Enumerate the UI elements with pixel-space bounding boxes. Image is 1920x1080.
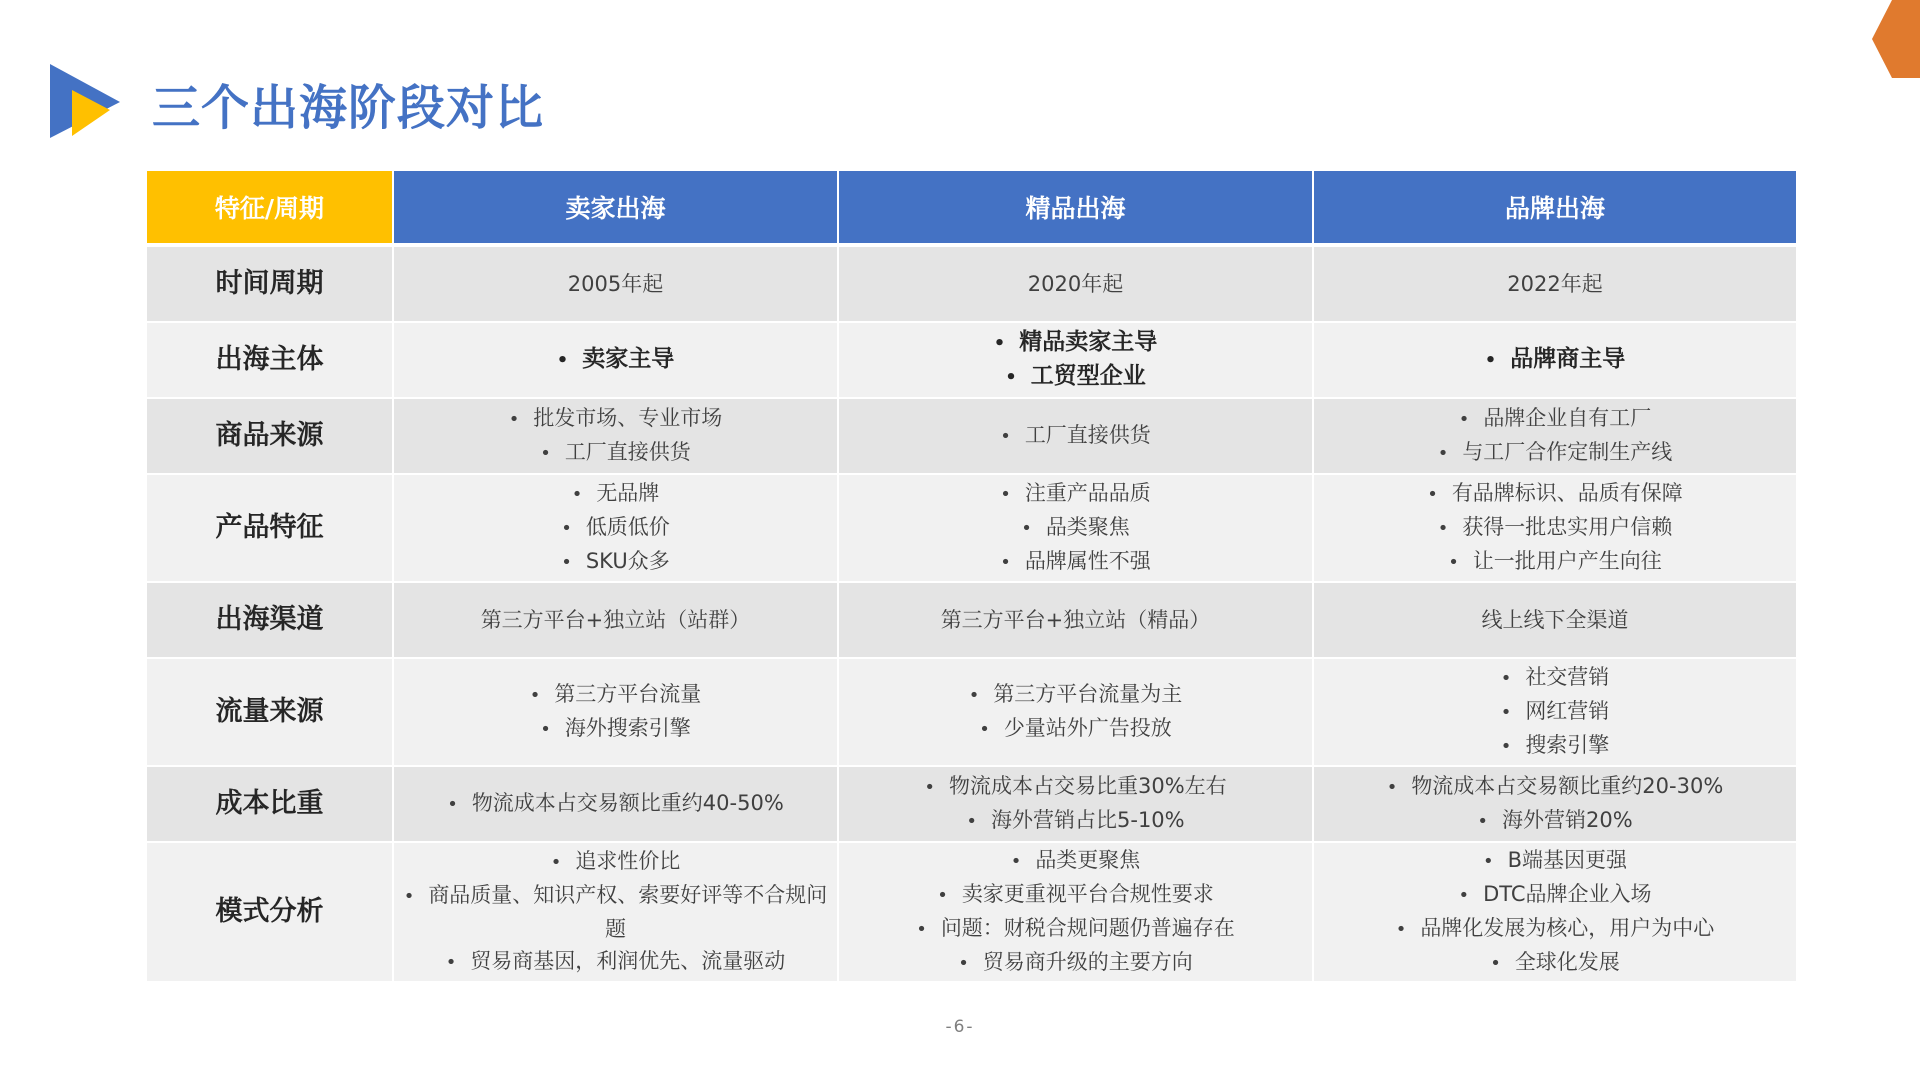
bullet-item: • 卖家更重视平台合规性要求 (937, 882, 1214, 906)
play-logo-icon (50, 60, 124, 142)
bullet-item: • 社交营销 (1500, 665, 1610, 689)
bullet-item: • 批发市场、专业市场 (508, 406, 723, 430)
row-label: 出海渠道 (147, 583, 394, 659)
row-label: 模式分析 (147, 843, 394, 983)
table-row (147, 843, 1796, 983)
table-cell (839, 399, 1314, 475)
table-row (147, 475, 1796, 583)
corner-hexagon-decoration (1872, 0, 1920, 78)
bullet-item: • 获得一批忠实用户信赖 (1437, 515, 1673, 539)
table-cell (839, 767, 1314, 843)
table-row (147, 323, 1796, 399)
bullet-item: • 工厂直接供货 (540, 440, 691, 464)
table-cell (1314, 399, 1796, 475)
table-row (147, 247, 1796, 323)
page-number: -6- (945, 1017, 975, 1037)
table-cell (394, 843, 839, 983)
table-row (147, 583, 1796, 659)
table-cell (839, 659, 1314, 767)
bullet-item: • 工厂直接供货 (1000, 423, 1151, 447)
bullet-item: • 有品牌标识、品质有保障 (1427, 481, 1683, 505)
bullet-item: • 贸易商升级的主要方向 (958, 950, 1193, 974)
row-label: 出海主体 (147, 323, 394, 399)
bullet-item: • DTC品牌企业入场 (1458, 882, 1652, 906)
table-cell (839, 843, 1314, 983)
table-cell (1314, 323, 1796, 399)
bullet-item: • 与工厂合作定制生产线 (1437, 440, 1673, 464)
table-cell: 第三方平台+独立站（站群） (394, 583, 839, 659)
bullet-item: • B端基因更强 (1482, 848, 1628, 872)
table-cell (394, 767, 839, 843)
bullet-item: • 海外营销占比5-10% (966, 808, 1185, 832)
bullet-item: • 第三方平台流量为主 (968, 682, 1183, 706)
bullet-item: • 品牌属性不强 (1000, 549, 1151, 573)
bullet-item: • 网红营销 (1500, 699, 1610, 723)
row-label: 流量来源 (147, 659, 394, 767)
bullet-item: • 物流成本占交易比重30%左右 (924, 774, 1227, 798)
bullet-item: • 品牌商主导 (1484, 346, 1626, 372)
table-cell (1314, 843, 1796, 983)
bullet-item: • 全球化发展 (1490, 950, 1620, 974)
header-feature: 特征/周期 (147, 171, 394, 247)
page-title: 三个出海阶段对比 (152, 80, 545, 136)
table-cell (394, 475, 839, 583)
table-cell (394, 399, 839, 475)
comparison-table (147, 171, 1796, 983)
table-cell (1314, 767, 1796, 843)
table-cell (1314, 659, 1796, 767)
table-cell (839, 475, 1314, 583)
bullet-item: • 卖家主导 (556, 346, 675, 372)
bullet-item: • 品类聚焦 (1021, 515, 1130, 539)
table-cell (1314, 475, 1796, 583)
bullet-item: • 物流成本占交易额比重约20-30% (1386, 774, 1724, 798)
table-row (147, 767, 1796, 843)
bullet-item: • 海外搜索引擎 (540, 716, 691, 740)
header-brand: 品牌出海 (1314, 171, 1796, 247)
table-cell (394, 659, 839, 767)
bullet-item: • 物流成本占交易额比重约40-50% (447, 791, 784, 815)
row-label: 产品特征 (147, 475, 394, 583)
bullet-item: • 品牌化发展为核心，用户为中心 (1395, 916, 1715, 940)
row-label: 时间周期 (147, 247, 394, 323)
table-cell (839, 323, 1314, 399)
bullet-item: • 搜索引擎 (1500, 733, 1610, 757)
bullet-item: • 让一批用户产生向往 (1448, 549, 1662, 573)
bullet-item: • 少量站外广告投放 (979, 716, 1172, 740)
table-row (147, 399, 1796, 475)
bullet-item: • 商品质量、知识产权、索要好评等不合规问题 (403, 883, 828, 941)
bullet-item: • 问题：财税合规问题仍普遍存在 (916, 916, 1235, 940)
bullet-item: • 品类更聚焦 (1010, 848, 1141, 872)
row-label: 商品来源 (147, 399, 394, 475)
bullet-item: • 追求性价比 (550, 849, 681, 873)
table-cell: 线上线下全渠道 (1314, 583, 1796, 659)
bullet-item: • SKU众多 (561, 549, 670, 573)
table-row (147, 659, 1796, 767)
bullet-item: • 贸易商基因，利润优先、流量驱动 (445, 949, 786, 973)
row-label: 成本比重 (147, 767, 394, 843)
table-cell: 2020年起 (839, 247, 1314, 323)
header-boutique: 精品出海 (839, 171, 1314, 247)
bullet-item: • 精品卖家主导 (993, 329, 1158, 355)
bullet-item: • 品牌企业自有工厂 (1458, 406, 1652, 430)
bullet-item: • 工贸型企业 (1005, 363, 1146, 389)
bullet-item: • 第三方平台流量 (529, 682, 702, 706)
table-cell: 2022年起 (1314, 247, 1796, 323)
header-seller: 卖家出海 (394, 171, 839, 247)
bullet-item: • 无品牌 (571, 481, 660, 505)
table-header-row (147, 171, 1796, 247)
table-cell: 第三方平台+独立站（精品） (839, 583, 1314, 659)
bullet-item: • 海外营销20% (1477, 808, 1633, 832)
table-cell (394, 323, 839, 399)
bullet-item: • 低质低价 (561, 515, 670, 539)
bullet-item: • 注重产品品质 (1000, 481, 1151, 505)
table-cell: 2005年起 (394, 247, 839, 323)
